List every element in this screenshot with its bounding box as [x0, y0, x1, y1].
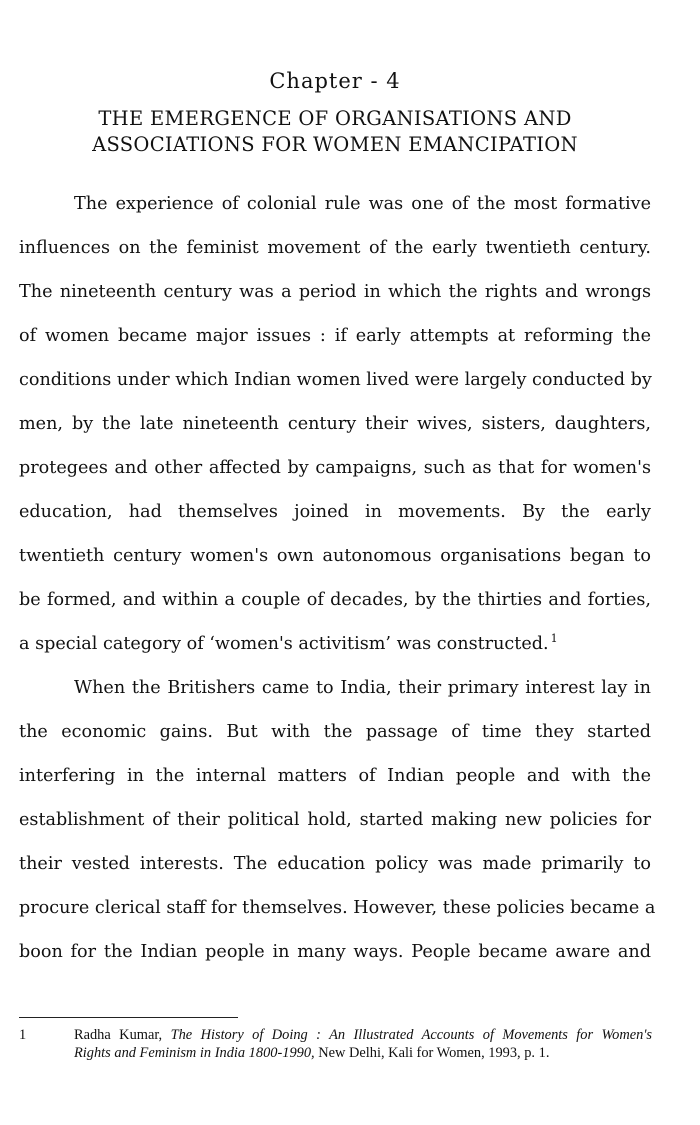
body-line: procure clerical staff for themselves. However, these policies became a — [19, 898, 656, 918]
body-line — [19, 629, 651, 659]
footnote-reference[interactable]: 1 — [550, 632, 558, 646]
footnote-citation — [74, 1026, 654, 1062]
footnote-author: Radha Kumar, — [74, 1027, 171, 1043]
footnote-divider — [19, 1017, 238, 1018]
body-line: establishment of their political hold, started making new policies for — [19, 810, 651, 830]
body-line: of women became major issues : if early attempts at reforming the — [19, 326, 651, 346]
body-line: the economic gains. But with the passage of time they started — [19, 722, 651, 742]
chapter-label: Chapter - 4 — [269, 69, 401, 93]
footnote-number: 1 — [19, 1027, 27, 1043]
chapter-title-line: THE EMERGENCE OF ORGANISATIONS AND — [98, 107, 572, 130]
footnote-book-title: The History of Doing : An Illustrated Accounts of Movements for Women's — [170, 1027, 653, 1043]
footnote-line — [74, 1026, 652, 1044]
body-line: interfering in the internal matters of Indian people and with the — [19, 766, 651, 786]
body-line: When the Britishers came to India, their primary interest lay in — [74, 678, 651, 698]
body-line: influences on the feminist movement of the early twentieth century. — [19, 238, 651, 258]
body-line: twentieth century women's own autonomous organisations began to — [19, 546, 651, 566]
body-line: protegees and other affected by campaigns, such as that for women's — [19, 458, 651, 478]
body-line-text: a special category of ‘women's activitism’ was constructed. — [19, 634, 549, 654]
footnote-line — [74, 1044, 654, 1062]
body-line: The experience of colonial rule was one of the most formative — [74, 194, 651, 214]
body-line: education, had themselves joined in movements. By the early — [19, 502, 651, 522]
footnote-book-title-cont: Rights and Feminism in India 1800-1990, — [74, 1045, 315, 1061]
body-line: boon for the Indian people in many ways. People became aware and — [19, 942, 651, 962]
chapter-title-line: ASSOCIATIONS FOR WOMEN EMANCIPATION — [92, 133, 578, 156]
body-line: The nineteenth century was a period in which the rights and wrongs — [19, 282, 651, 302]
body-line: be formed, and within a couple of decades, by the thirties and forties, — [19, 590, 651, 610]
body-line: their vested interests. The education policy was made primarily to — [19, 854, 651, 874]
body-line: men, by the late nineteenth century their wives, sisters, daughters, — [19, 414, 651, 434]
chapter-title — [0, 106, 670, 158]
footnote-publication: New Delhi, Kali for Women, 1993, p. 1. — [314, 1045, 550, 1061]
body-line: conditions under which Indian women lived were largely conducted by — [19, 370, 652, 390]
